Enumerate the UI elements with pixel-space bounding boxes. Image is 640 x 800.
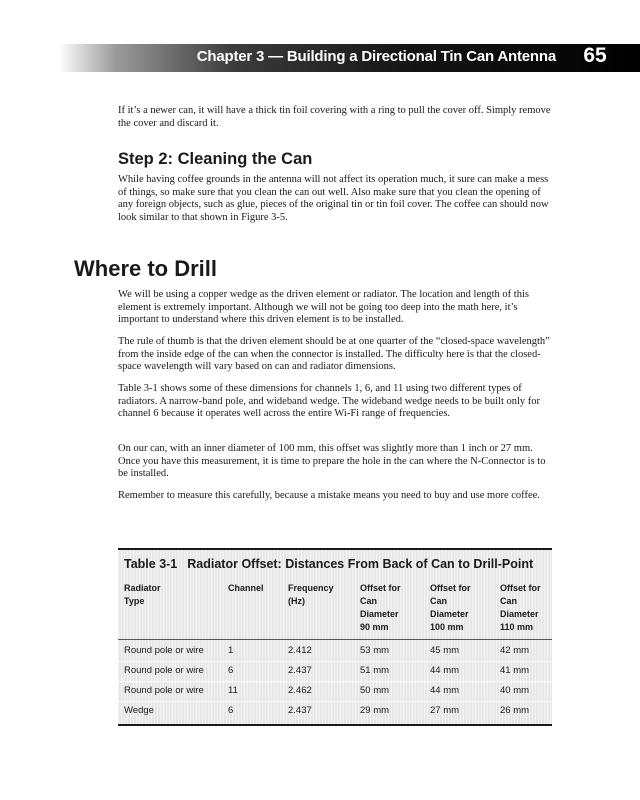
table-caption [124,557,533,571]
table-row [118,641,552,662]
body-paragraph: Remember to measure this carefully, because a mistake means you need to buy and use more coffee. [118,490,540,501]
table-row [118,661,552,682]
table-cell: 6 [228,705,234,716]
column-header-channel: Channel [228,583,264,593]
column-header-frequency: Frequency (Hz) [288,583,334,606]
body-paragraph: The rule of thumb is that the driven element should be at one quarter of the “closed-space wavelength” from the inside edge of the can when the connector is installed. The difficulty here is that the closed-space wavelength will vary based on can and radiator dimensions. [118,336,550,373]
table-cell: Wedge [124,705,154,716]
table-cell: 1 [228,645,234,656]
table-cell: 53 mm [360,645,390,656]
table-cell: 6 [228,665,234,676]
table-cell: 11 [228,685,238,696]
column-header-radiator-type: Radiator Type [124,583,161,606]
column-header-offset-100mm: Offset for Can Diameter 100 mm [430,583,471,632]
table-cell: 50 mm [360,685,390,696]
table-cell: Round pole or wire [124,645,204,656]
table-cell: 44 mm [430,685,460,696]
radiator-offset-table [118,548,552,726]
table-cell: 44 mm [430,665,460,676]
table-cell: 51 mm [360,665,390,676]
step2-heading: Step 2: Cleaning the Can [118,150,313,168]
page-number: 65 [583,44,607,67]
table-row [118,681,552,702]
body-paragraph: Table 3-1 shows some of these dimensions for channels 1, 6, and 11 using two different types of radiators. A narrow-band pole, and wideband wedge. The wideband wedge needs to be built only for channel 6 because it operates well across the entire Wi-Fi range of frequencies. [118,383,541,420]
table-title: Radiator Offset: Distances From Back of Can to Drill-Point [187,557,534,571]
section-heading-where-to-drill: Where to Drill [74,256,218,281]
table-cell: 26 mm [500,705,530,716]
table-cell: 2.462 [288,685,312,696]
table-cell: 2.437 [288,705,312,716]
table-cell: 27 mm [430,705,460,716]
table-cell: 41 mm [500,665,530,676]
table-header-divider [118,639,552,640]
table-cell: 42 mm [500,645,530,656]
table-cell: 2.437 [288,665,312,676]
table-cell: Round pole or wire [124,665,204,676]
body-paragraph: We will be using a copper wedge as the driven element or radiator. The location and length of this element is extremely important. Although we will not be going too deep into the math here, it’s important to understand where this driven element is to be installed. [118,289,529,326]
table-cell: Round pole or wire [124,685,204,696]
column-header-offset-110mm: Offset for Can Diameter 110 mm [500,583,541,632]
body-paragraph: On our can, with an inner diameter of 100 mm, this offset was slightly more than 1 inch or 27 mm. Once you have this measurement, it is time to prepare the hole in the can where the N-Connector is to be installed. [118,443,546,480]
table-header-row [118,582,552,638]
table-number: Table 3-1 [124,557,178,571]
table-cell: 29 mm [360,705,390,716]
table-row [118,701,552,721]
table-cell: 45 mm [430,645,460,656]
table-cell: 40 mm [500,685,530,696]
column-header-offset-90mm: Offset for Can Diameter 90 mm [360,583,401,632]
step2-paragraph: While having coffee grounds in the antenna will not affect its operation much, it sure can make a mess of things, so make sure that you clean the can out well. Also make sure that you clean the opening of any foreign objects, such as glue, pieces of the original tin or tin foil cover. The coffee can should now look similar to that shown in Figure 3-5. [118,174,549,223]
table-cell: 2.412 [288,645,312,656]
chapter-title: Chapter 3 — Building a Directional Tin Can Antenna [196,48,556,65]
intro-paragraph: If it’s a newer can, it will have a thick tin foil covering with a ring to pull the cover off. Simply remove the cover and discard it. [118,105,551,129]
